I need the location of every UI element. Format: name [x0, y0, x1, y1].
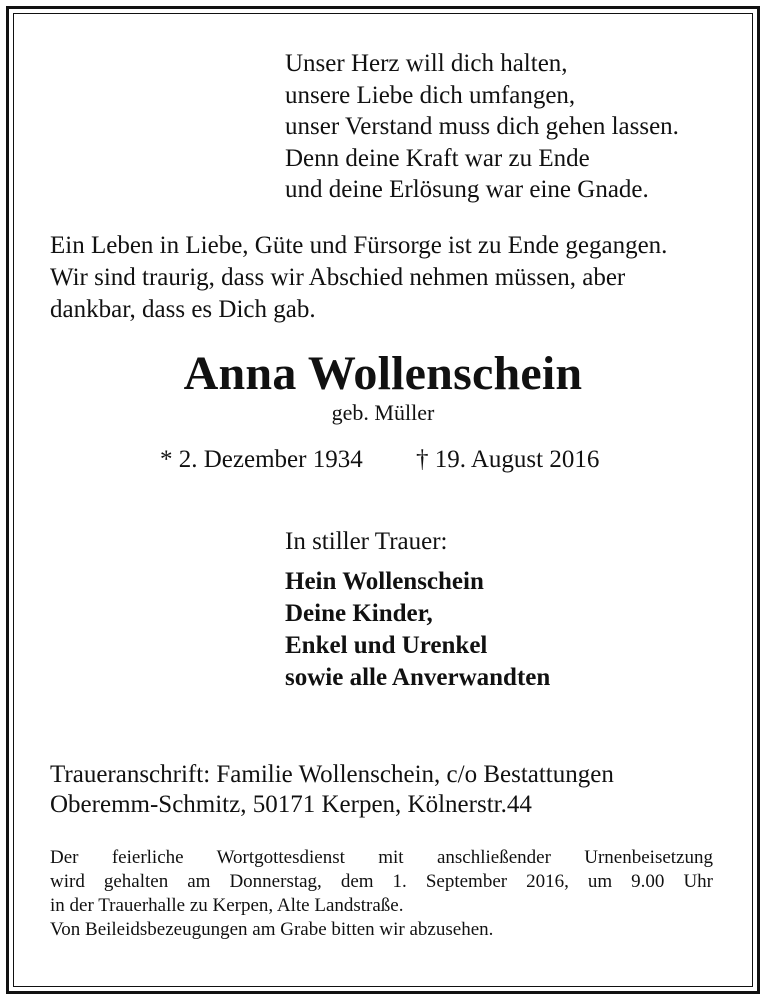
service-notice: [50, 846, 713, 942]
intro-line: Wir sind traurig, dass wir Abschied nehmen müssen, aber: [50, 264, 626, 291]
poem-line: unser Verstand muss dich gehen lassen.: [285, 113, 679, 140]
mourner-name: sowie alle Anverwandten: [285, 664, 551, 691]
mourner-name: Deine Kinder,: [285, 600, 433, 627]
intro-line: Ein Leben in Liebe, Güte und Fürsorge ist zu Ende gegangen.: [50, 232, 668, 259]
poem-line: Denn deine Kraft war zu Ende: [285, 144, 590, 172]
mourner-name: Hein Wollenschein: [285, 568, 484, 595]
service-line: wird gehalten am Donnerstag, dem 1. September 2016, um 9.00 Uhr: [50, 871, 713, 892]
deceased-name: Anna Wollenschein: [183, 347, 583, 400]
death-date: † 19. August 2016: [416, 446, 600, 473]
birth-date: * 2. Dezember 1934: [160, 446, 363, 473]
mourning-address: [50, 760, 614, 820]
address-line: Oberemm-Schmitz, 50171 Kerpen, Kölnerstr.44: [50, 791, 532, 818]
service-line: Von Beileidsbezeugungen am Grabe bitten wir abzusehen.: [50, 919, 494, 940]
intro-line: dankbar, dass es Dich gab.: [50, 296, 316, 323]
mourning-intro: In stiller Trauer:: [285, 528, 448, 555]
service-line: Der feierliche Wortgottesdienst mit anschließender Urnenbeisetzung: [50, 847, 713, 868]
poem: [285, 48, 679, 206]
poem-line: unsere Liebe dich umfangen,: [285, 81, 576, 109]
mourners-list: [285, 566, 550, 694]
service-line: in der Trauerhalle zu Kerpen, Alte Landstraße.: [50, 895, 404, 916]
mourner-name: Enkel und Urenkel: [285, 632, 488, 659]
address-line: Traueranschrift: Familie Wollenschein, c/o Bestattungen: [50, 761, 614, 788]
poem-line: und deine Erlösung war eine Gnade.: [285, 176, 649, 203]
intro-text: [50, 230, 667, 326]
poem-line: Unser Herz will dich halten,: [285, 50, 568, 77]
maiden-name: geb. Müller: [331, 400, 435, 425]
